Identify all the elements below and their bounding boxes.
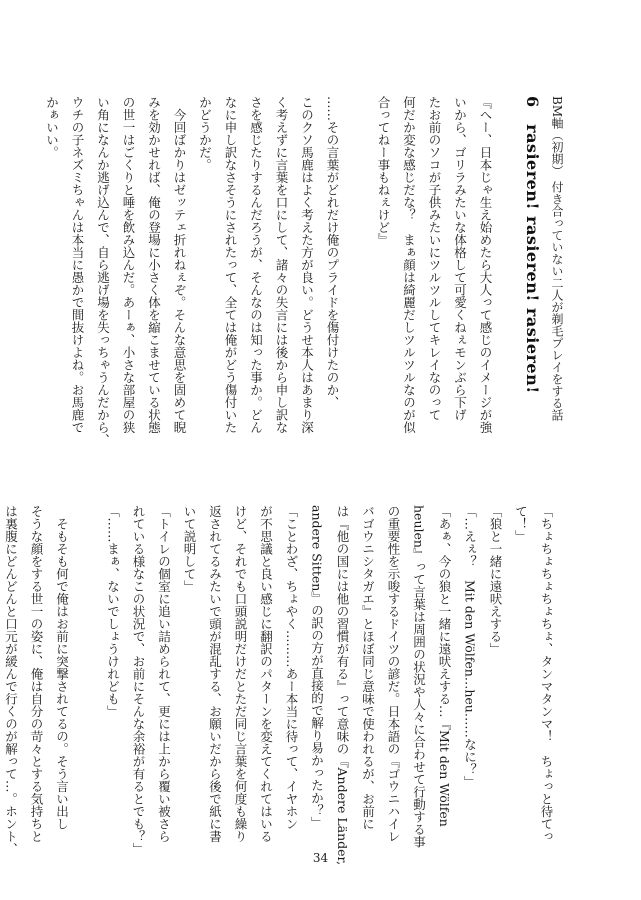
text-line: 「ちょちょちょちょちょ、タンマタンマ！ ちょっと待てっ	[539, 505, 554, 843]
text-line: なに申し訳なさそうにされたって、全ては俺がどう傷付いた	[223, 96, 238, 434]
text-line: は裏腹にどんどんと口元が緩んで行くのが解って…。ホント、	[3, 505, 19, 855]
text-line: バゴウニシタガエ』とほぼ同じ意味で使われるが、お前に	[360, 505, 376, 830]
text-line: 今回ばかりはゼッテェ折れねぇぞ。そんな意思を固めて睨	[172, 96, 187, 434]
text-line: けど、それでも口頭説明だけだとただ同じ言葉を何度も繰り	[233, 505, 248, 843]
text-line: andere Sitten』の訳の方が直接的で解り易かったか？」	[309, 505, 325, 829]
text-line: ……その言葉がどれだけ俺のプライドを傷付けたのか、	[325, 96, 340, 409]
text-line: く考えずに言葉を口にして、諸々の失言には後から申し訳な	[274, 96, 289, 434]
text-line: 「ことわざ、ちょやく………あー本当に待って、イヤホン	[284, 505, 299, 830]
text-line: 「トイレの個室に追い詰められて、更には上から覆い被さら	[156, 505, 172, 843]
text-line: そもそも何で俺はお前に突撃されてるの。そう言い出し	[54, 505, 70, 830]
text-line: そうな顔をする世一の姿に、俺は自分の苛々とする気持ちと	[29, 505, 44, 843]
text-line: は『他の国には他の習慣が有る』って意味の『Andere Länder,	[335, 505, 350, 866]
text-line: 合ってねー事もねぇけど』	[376, 96, 391, 246]
text-line: れている様なこの状況で、お前にそんな余裕が有るとでも？」	[131, 505, 146, 855]
chapter-subtitle: BM軸（初期） 付き合っていない二人が剃毛プレイをする話	[550, 96, 564, 421]
upper-section	[44, 96, 566, 488]
text-line: みを効かせれば、俺の登場に小さく体を縮こませている状態	[146, 96, 162, 434]
text-line: いから、ゴリラみたいな体格して可愛くねぇモンぶら下げ	[452, 96, 468, 421]
text-line: 「…えぇ？ Mit den Wölfen…heu……なに？」	[462, 505, 478, 788]
text-line: いて説明して」	[182, 505, 197, 593]
text-line: い角になんか逃げ込んで、自ら逃げ場を失っちゃうんだから、	[95, 96, 111, 446]
page-number: 34	[312, 851, 329, 865]
text-line: 何だか変な感じだな？ まぁ顔は綺麗だしツルツルなのが似	[401, 96, 417, 434]
text-line	[75, 505, 101, 835]
text-line: 「……まぁ、ないでしょうけれども」	[105, 505, 121, 718]
text-line: て！」	[513, 505, 529, 543]
text-line: ウチの子ネズミちゃんは本当に愚かで間抜けよね。お馬鹿で	[70, 96, 85, 434]
text-line: が不思議と良い感じに翻訳のパターンを変えてくれてはいる	[258, 505, 274, 843]
text-line: の世一はごくりと唾を飲み込んだ。あーぁ、小さな部屋の狭	[121, 96, 136, 434]
chapter-heading	[510, 96, 566, 488]
text-line: 「あぁ、今の狼と一緒に遠吠えする…『Mit den Wölfen	[437, 505, 452, 827]
upper-body-text	[44, 96, 498, 488]
text-line: たお前のソコが子供みたいにツルツルしてキレイなのって	[427, 96, 442, 421]
chapter-title: 6 rasieren! rasieren! rasieren!	[523, 96, 542, 394]
text-line: 『へー、日本じゃ生え始めたら大人って感じのイメージが強	[478, 96, 493, 434]
text-line: heulen』って言葉は周囲の状況や人々に合わせて行動する事	[411, 505, 427, 848]
text-line	[345, 96, 371, 488]
text-line: かぁいい。	[44, 96, 60, 159]
text-line: このクソ馬鹿はよく考えた方が良い。どうせ本人はあまり深	[299, 96, 315, 434]
text-line: 「狼と一緒に遠吠えする」	[488, 505, 503, 655]
text-line: の重要性を示唆するドイツの諺だ。日本語の『ゴウニハイレ	[386, 505, 401, 843]
text-line: かどうかだ。	[197, 96, 213, 171]
text-line: さを感じたりするんだろうが、そんなのは知った事か。どん	[248, 96, 264, 434]
text-line: 返されてるみたいで頭が混乱する、お願いだから後で紙に書	[207, 505, 223, 843]
